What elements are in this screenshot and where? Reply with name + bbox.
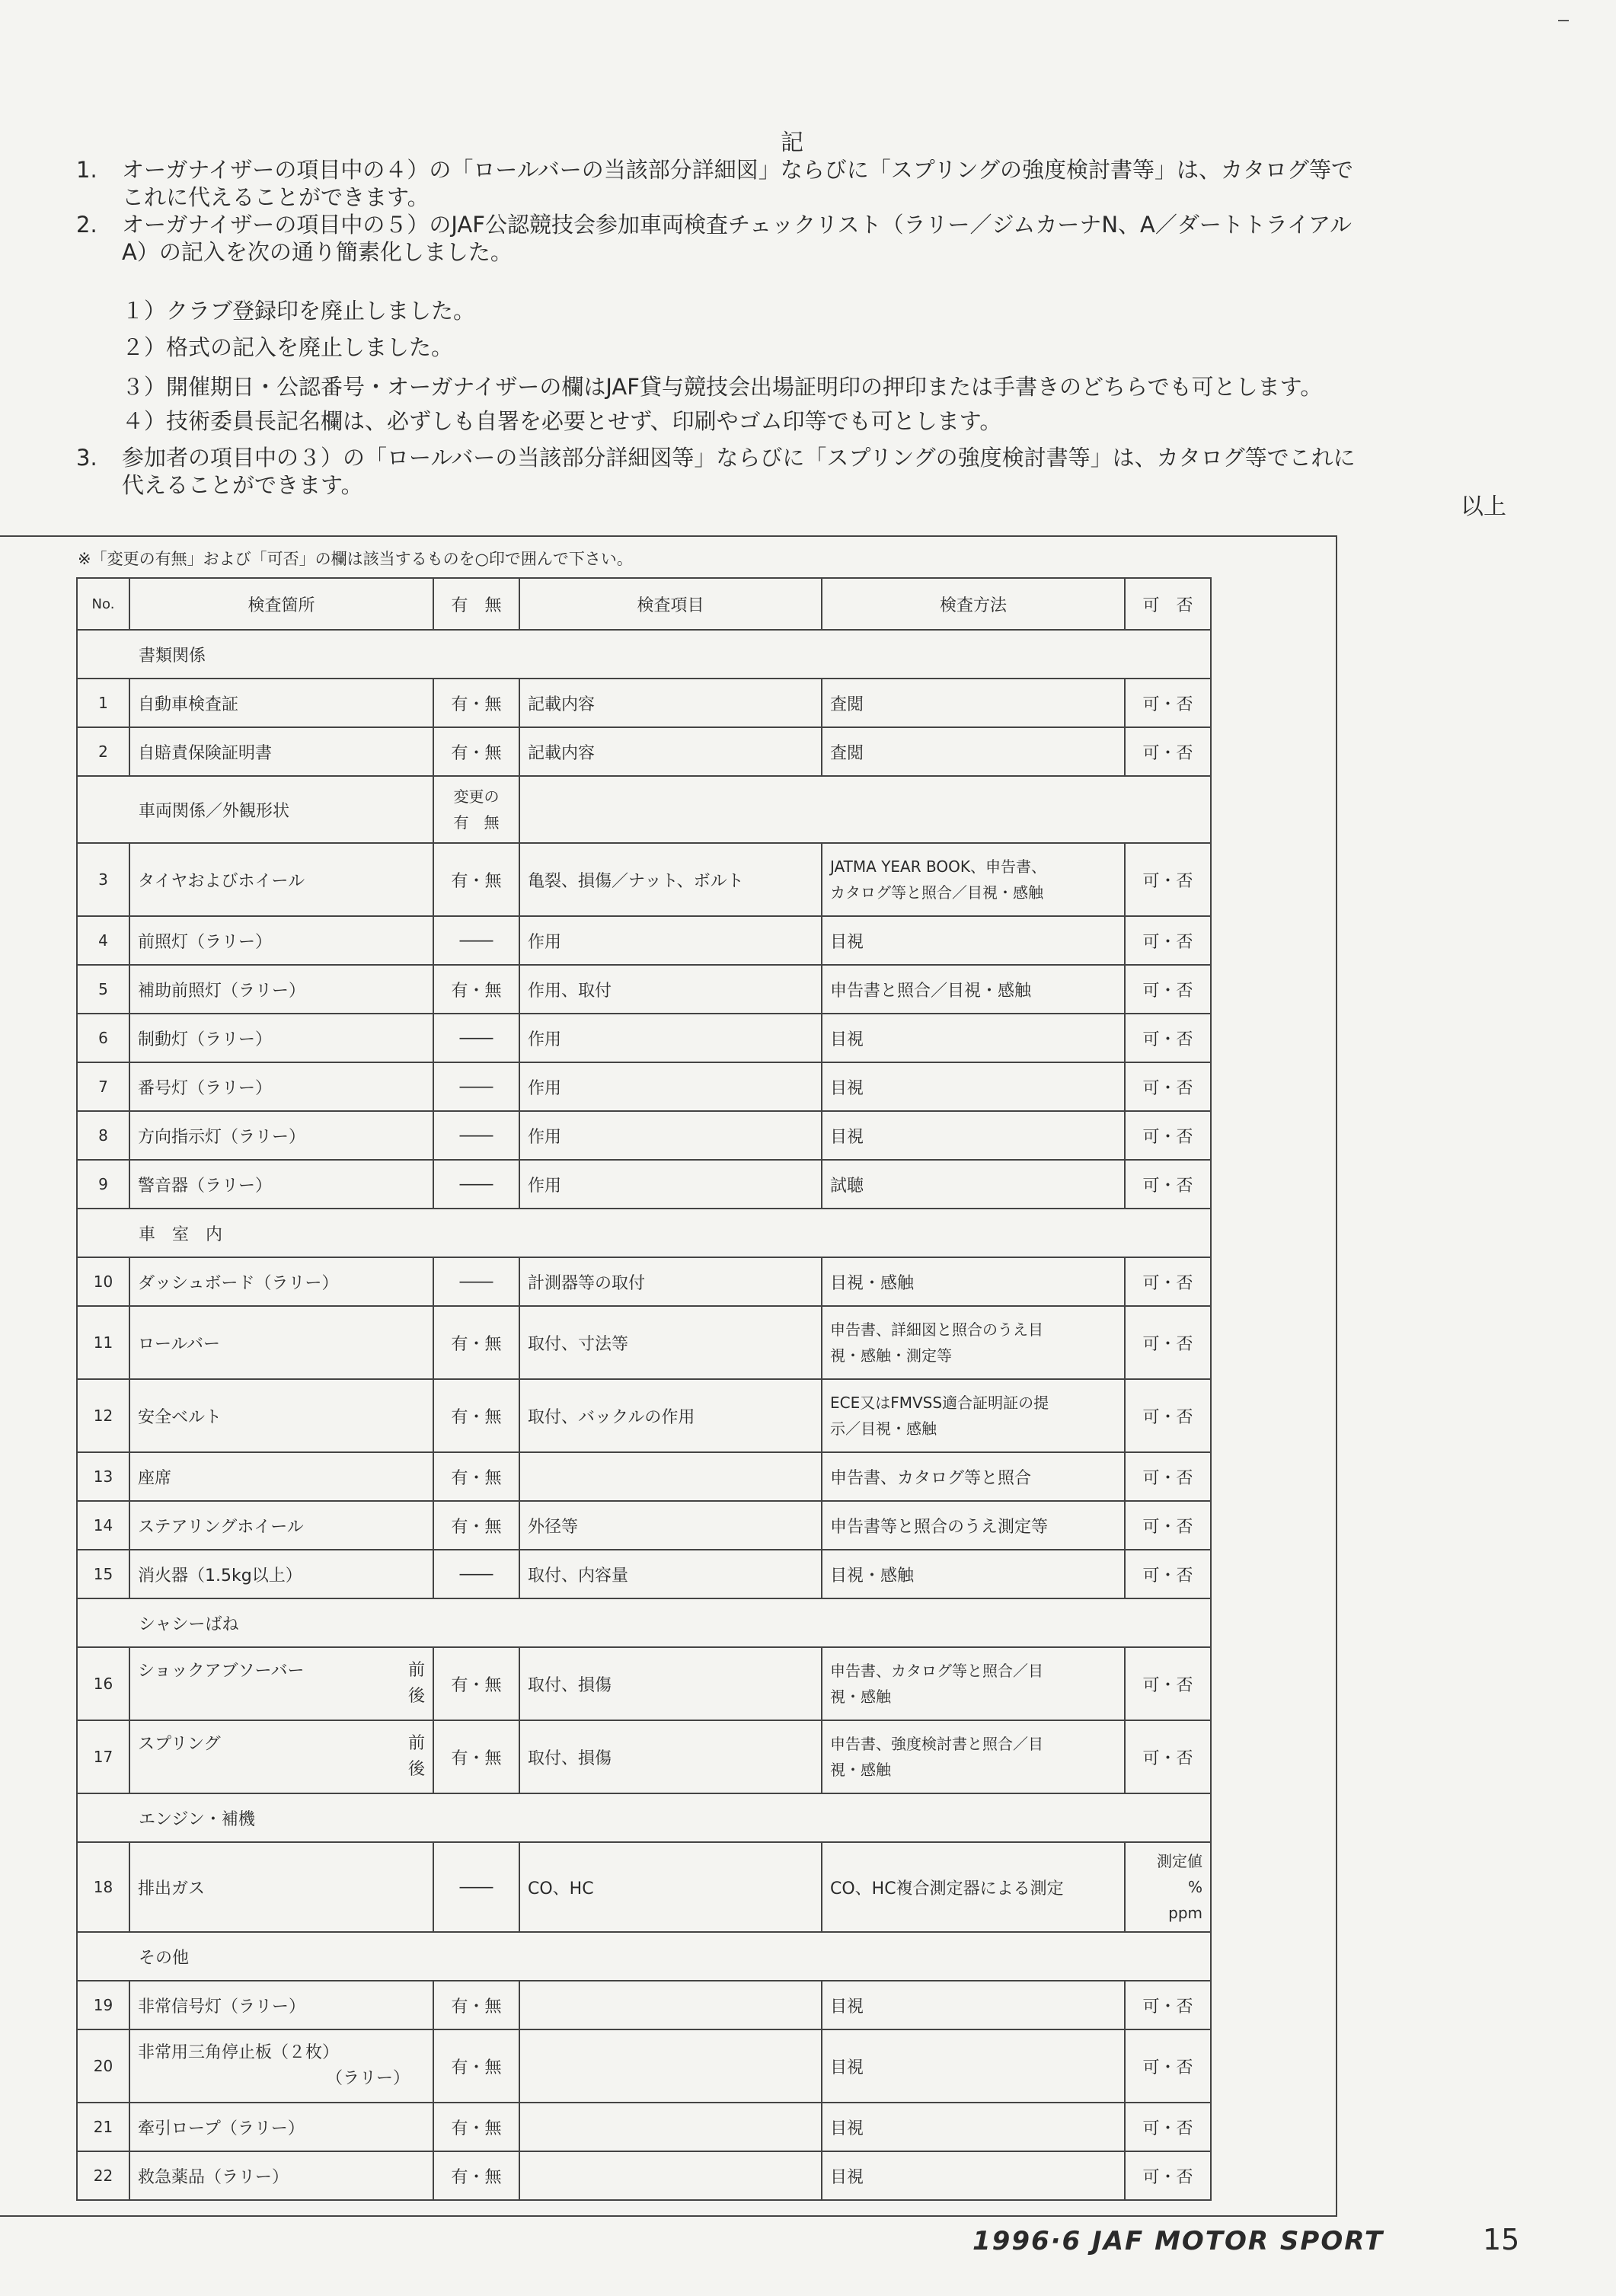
method-line: 申告書、詳細図と照合のうえ目 bbox=[830, 1320, 1043, 1339]
row-place: 排出ガス bbox=[129, 1842, 433, 1932]
table-row bbox=[77, 1550, 1211, 1598]
note-item bbox=[76, 444, 1356, 499]
row-place: 消火器（1.5kg以上） bbox=[129, 1550, 433, 1598]
note-line bbox=[76, 184, 1353, 211]
row-no: 18 bbox=[77, 1842, 129, 1932]
row-no: 10 bbox=[77, 1257, 129, 1306]
row-place: スプリング bbox=[138, 1735, 221, 1754]
row-ka: 可・否 bbox=[1125, 843, 1211, 916]
row-method: 目視 bbox=[822, 1981, 1125, 2029]
section-row bbox=[77, 1209, 1211, 1257]
row-item bbox=[519, 2151, 822, 2200]
section-vehicle-blank bbox=[519, 776, 1211, 843]
method-line: ECE又はFMVSS適合証明証の提 bbox=[830, 1394, 1049, 1412]
section-docs: 書類関係 bbox=[77, 630, 1211, 679]
row-ka: 可・否 bbox=[1125, 1257, 1211, 1306]
row-ka: 可・否 bbox=[1125, 727, 1211, 776]
row-umu: 有・無 bbox=[433, 2151, 519, 2200]
note-text: オーガナイザーの項目中の５）のJAF公認競技会参加車両検査チェックリスト（ラリー／ジムカーナN、A／ダートトライアル bbox=[122, 212, 1352, 238]
row-ka: 可・否 bbox=[1125, 1981, 1211, 2029]
row-no: 21 bbox=[77, 2103, 129, 2151]
row-ka: 可・否 bbox=[1125, 2103, 1211, 2151]
row-method: 目視 bbox=[822, 2103, 1125, 2151]
row-umu: ―― bbox=[433, 916, 519, 965]
section-row bbox=[77, 630, 1211, 679]
row-place-cell bbox=[129, 1720, 433, 1793]
note-line bbox=[122, 373, 1322, 401]
table-row bbox=[77, 2151, 1211, 2200]
note-item bbox=[122, 373, 1322, 401]
note-line bbox=[76, 444, 1356, 471]
scan-mark bbox=[1558, 20, 1569, 21]
row-method: 目視 bbox=[822, 1062, 1125, 1111]
col-method: 検査方法 bbox=[822, 578, 1125, 630]
row-no: 2 bbox=[77, 727, 129, 776]
header-row bbox=[77, 578, 1211, 630]
row-no: 6 bbox=[77, 1014, 129, 1062]
row-place-cell bbox=[129, 2029, 433, 2103]
col-place: 検査箇所 bbox=[129, 578, 433, 630]
row-no: 1 bbox=[77, 679, 129, 727]
row-place: 自動車検査証 bbox=[129, 679, 433, 727]
row-item: 作用 bbox=[519, 916, 822, 965]
method-line: JATMA YEAR BOOK、申告書、 bbox=[830, 857, 1046, 876]
row-place: 牽引ロープ（ラリー） bbox=[129, 2103, 433, 2151]
row-place: 救急薬品（ラリー） bbox=[129, 2151, 433, 2200]
table-row bbox=[77, 1647, 1211, 1720]
row-method: 申告書、カタログ等と照合 bbox=[822, 1452, 1125, 1501]
note-text: A）の記入を次の通り簡素化しました。 bbox=[122, 239, 513, 265]
table-row bbox=[77, 1014, 1211, 1062]
section-row bbox=[77, 1793, 1211, 1842]
row-item bbox=[519, 1452, 822, 1501]
row-place-sub: （ラリー） bbox=[325, 2069, 410, 2088]
method-line: 申告書、カタログ等と照合／目 bbox=[830, 1662, 1043, 1680]
row-no: 14 bbox=[77, 1501, 129, 1550]
col-no: No. bbox=[77, 578, 129, 630]
row-no: 19 bbox=[77, 1981, 129, 2029]
row-item: 取付、損傷 bbox=[519, 1720, 822, 1793]
row-umu: ―― bbox=[433, 1842, 519, 1932]
note-number: 1. bbox=[76, 157, 97, 183]
row-item: 計測器等の取付 bbox=[519, 1257, 822, 1306]
row-method: 目視 bbox=[822, 1111, 1125, 1160]
rear-label: 後 bbox=[407, 1760, 425, 1779]
row-no: 5 bbox=[77, 965, 129, 1014]
row-no: 11 bbox=[77, 1306, 129, 1379]
section-chassis: シャシーばね bbox=[77, 1598, 1211, 1647]
row-method: 目視 bbox=[822, 1014, 1125, 1062]
table-note: ※「変更の有無」および「可否」の欄は該当するものを○印で囲んで下さい。 bbox=[78, 550, 633, 568]
percent-unit: % bbox=[1187, 1878, 1202, 1896]
row-no: 22 bbox=[77, 2151, 129, 2200]
front-rear bbox=[408, 1731, 425, 1783]
ki-heading: 記 bbox=[781, 129, 803, 156]
table-row bbox=[77, 843, 1211, 916]
row-method: 目視 bbox=[822, 2151, 1125, 2200]
row-item: 取付、内容量 bbox=[519, 1550, 822, 1598]
measure-label: 測定値 bbox=[1157, 1852, 1202, 1870]
row-item bbox=[519, 1981, 822, 2029]
row-place: 自賠責保険証明書 bbox=[129, 727, 433, 776]
row-item bbox=[519, 2103, 822, 2151]
row-place: 警音器（ラリー） bbox=[129, 1160, 433, 1209]
row-no: 3 bbox=[77, 843, 129, 916]
row-ka: 可・否 bbox=[1125, 1550, 1211, 1598]
row-place: 非常用三角停止板（２枚） bbox=[138, 2043, 340, 2062]
row-no: 20 bbox=[77, 2029, 129, 2103]
method-line: 視・感触・測定等 bbox=[830, 1346, 952, 1365]
row-umu: 有・無 bbox=[433, 2029, 519, 2103]
note-text: オーガナイザーの項目中の４）の「ロールバーの当該部分詳細図」ならびに「スプリングの強度検討書等」は、カタログ等で bbox=[122, 157, 1354, 183]
front-label: 前 bbox=[407, 1734, 425, 1753]
row-ka: 可・否 bbox=[1125, 2151, 1211, 2200]
row-umu: 有・無 bbox=[433, 843, 519, 916]
row-umu: ―― bbox=[433, 1160, 519, 1209]
row-method: 目視 bbox=[822, 2029, 1125, 2103]
table-row bbox=[77, 1720, 1211, 1793]
row-ka: 可・否 bbox=[1125, 679, 1211, 727]
row-method: 査閲 bbox=[822, 679, 1125, 727]
row-place: ショックアブソーバー bbox=[138, 1662, 305, 1681]
table-row bbox=[77, 1501, 1211, 1550]
note-line bbox=[76, 211, 1352, 238]
section-other: その他 bbox=[77, 1932, 1211, 1981]
note-number: 3. bbox=[76, 445, 97, 471]
row-item: 記載内容 bbox=[519, 727, 822, 776]
row-umu: ―― bbox=[433, 1257, 519, 1306]
table-row bbox=[77, 1981, 1211, 2029]
row-umu: 有・無 bbox=[433, 1720, 519, 1793]
row-umu: 有・無 bbox=[433, 965, 519, 1014]
row-item: 外径等 bbox=[519, 1501, 822, 1550]
row-ka: 可・否 bbox=[1125, 1062, 1211, 1111]
table-row bbox=[77, 1379, 1211, 1452]
note-text: 参加者の項目中の３）の「ロールバーの当該部分詳細図等」ならびに「スプリングの強度検討書等」は、カタログ等でこれに bbox=[122, 445, 1356, 471]
section-vehicle-umu bbox=[433, 776, 519, 843]
row-method bbox=[822, 843, 1125, 916]
row-no: 12 bbox=[77, 1379, 129, 1452]
front-rear bbox=[408, 1658, 425, 1710]
row-no: 17 bbox=[77, 1720, 129, 1793]
col-item: 検査項目 bbox=[519, 578, 822, 630]
row-item: 亀裂、損傷／ナット、ボルト bbox=[519, 843, 822, 916]
row-no: 15 bbox=[77, 1550, 129, 1598]
method-line: 視・感触 bbox=[830, 1688, 891, 1706]
row-item: 作用 bbox=[519, 1111, 822, 1160]
note-line bbox=[76, 238, 1352, 266]
table-row bbox=[77, 1160, 1211, 1209]
section-row bbox=[77, 776, 1211, 843]
table-row bbox=[77, 679, 1211, 727]
row-method: 申告書と照合／目視・感触 bbox=[822, 965, 1125, 1014]
method-line: 示／目視・感触 bbox=[830, 1419, 937, 1438]
row-place: ダッシュボード（ラリー） bbox=[129, 1257, 433, 1306]
table-row bbox=[77, 727, 1211, 776]
note-line bbox=[76, 156, 1353, 184]
section-row bbox=[77, 1932, 1211, 1981]
table-row bbox=[77, 1306, 1211, 1379]
row-method: 査閲 bbox=[822, 727, 1125, 776]
row-umu: 有・無 bbox=[433, 1501, 519, 1550]
row-ka: 可・否 bbox=[1125, 1720, 1211, 1793]
table-row bbox=[77, 1111, 1211, 1160]
row-method bbox=[822, 1306, 1125, 1379]
table-row bbox=[77, 2029, 1211, 2103]
section-vehicle: 車両関係／外観形状 bbox=[77, 776, 433, 843]
row-umu: 有・無 bbox=[433, 1452, 519, 1501]
note-item bbox=[122, 407, 1001, 435]
row-method bbox=[822, 1379, 1125, 1452]
table-row bbox=[77, 916, 1211, 965]
note-text: 代えることができます。 bbox=[122, 472, 363, 498]
row-ka: 可・否 bbox=[1125, 1379, 1211, 1452]
row-umu: 有・無 bbox=[433, 1306, 519, 1379]
note-text: これに代えることができます。 bbox=[122, 184, 430, 210]
inspection-table bbox=[76, 577, 1212, 2201]
note-line bbox=[122, 334, 453, 361]
row-method: 目視・感触 bbox=[822, 1550, 1125, 1598]
ppm-unit: ppm bbox=[1168, 1904, 1202, 1922]
note-item bbox=[122, 297, 475, 324]
row-method: 目視 bbox=[822, 916, 1125, 965]
row-item: 取付、バックルの作用 bbox=[519, 1379, 822, 1452]
row-no: 9 bbox=[77, 1160, 129, 1209]
row-place: ロールバー bbox=[129, 1306, 433, 1379]
row-place: 制動灯（ラリー） bbox=[129, 1014, 433, 1062]
row-item bbox=[519, 2029, 822, 2103]
note-text: １）クラブ登録印を廃止しました。 bbox=[122, 298, 476, 324]
row-umu: 有・無 bbox=[433, 679, 519, 727]
row-item: 作用 bbox=[519, 1062, 822, 1111]
ijo-closing: 以上 bbox=[1461, 493, 1506, 520]
row-ka: 可・否 bbox=[1125, 1111, 1211, 1160]
section-engine: エンジン・補機 bbox=[77, 1793, 1211, 1842]
row-place: 前照灯（ラリー） bbox=[129, 916, 433, 965]
row-item: 作用 bbox=[519, 1014, 822, 1062]
row-umu: ―― bbox=[433, 1111, 519, 1160]
row-ka: 可・否 bbox=[1125, 2029, 1211, 2103]
row-place: ステアリングホイール bbox=[129, 1501, 433, 1550]
method-line: 申告書、強度検討書と照合／目 bbox=[830, 1735, 1043, 1753]
note-item bbox=[76, 156, 1353, 211]
row-item: 作用、取付 bbox=[519, 965, 822, 1014]
row-place: タイヤおよびホイール bbox=[129, 843, 433, 916]
row-item: 記載内容 bbox=[519, 679, 822, 727]
row-method: 目視・感触 bbox=[822, 1257, 1125, 1306]
section-row bbox=[77, 1598, 1211, 1647]
row-ka-measure bbox=[1125, 1842, 1211, 1932]
note-item bbox=[122, 334, 453, 361]
note-line bbox=[122, 297, 475, 324]
table-row bbox=[77, 1842, 1211, 1932]
note-text: ４）技術委員長記名欄は、必ずしも自署を必要とせず、印刷やゴム印等でも可とします。 bbox=[122, 408, 1002, 434]
row-ka: 可・否 bbox=[1125, 916, 1211, 965]
rear-label: 後 bbox=[407, 1687, 425, 1706]
front-label: 前 bbox=[407, 1661, 425, 1680]
row-ka: 可・否 bbox=[1125, 1647, 1211, 1720]
umu-line: 有 無 bbox=[453, 813, 500, 832]
row-ka: 可・否 bbox=[1125, 965, 1211, 1014]
row-place: 番号灯（ラリー） bbox=[129, 1062, 433, 1111]
table-row bbox=[77, 1452, 1211, 1501]
section-cabin: 車 室 内 bbox=[77, 1209, 1211, 1257]
row-no: 8 bbox=[77, 1111, 129, 1160]
note-text: ２）格式の記入を廃止しました。 bbox=[122, 334, 454, 360]
row-method: CO、HC複合測定器による測定 bbox=[822, 1842, 1125, 1932]
row-place-cell bbox=[129, 1647, 433, 1720]
magazine-footer: 1996·6 JAF MOTOR SPORT bbox=[972, 2226, 1384, 2256]
row-ka: 可・否 bbox=[1125, 1306, 1211, 1379]
row-umu: 有・無 bbox=[433, 1647, 519, 1720]
row-place: 座席 bbox=[129, 1452, 433, 1501]
row-no: 4 bbox=[77, 916, 129, 965]
note-item bbox=[76, 211, 1352, 266]
row-ka: 可・否 bbox=[1125, 1452, 1211, 1501]
row-ka: 可・否 bbox=[1125, 1160, 1211, 1209]
row-method: 試聴 bbox=[822, 1160, 1125, 1209]
row-method bbox=[822, 1720, 1125, 1793]
row-umu: ―― bbox=[433, 1014, 519, 1062]
row-item: 取付、損傷 bbox=[519, 1647, 822, 1720]
row-no: 16 bbox=[77, 1647, 129, 1720]
row-no: 13 bbox=[77, 1452, 129, 1501]
row-method bbox=[822, 1647, 1125, 1720]
row-place: 安全ベルト bbox=[129, 1379, 433, 1452]
page-number: 15 bbox=[1483, 2223, 1520, 2256]
note-line bbox=[76, 471, 1356, 499]
row-ka: 可・否 bbox=[1125, 1501, 1211, 1550]
row-item: 取付、寸法等 bbox=[519, 1306, 822, 1379]
col-umu: 有 無 bbox=[433, 578, 519, 630]
row-umu: 有・無 bbox=[433, 1379, 519, 1452]
umu-line: 変更の bbox=[453, 787, 500, 806]
row-place: 方向指示灯（ラリー） bbox=[129, 1111, 433, 1160]
note-line bbox=[122, 407, 1001, 435]
method-line: カタログ等と照合／目視・感触 bbox=[830, 883, 1043, 902]
method-line: 視・感触 bbox=[830, 1761, 891, 1779]
row-place: 非常信号灯（ラリー） bbox=[129, 1981, 433, 2029]
table-row bbox=[77, 965, 1211, 1014]
row-ka: 可・否 bbox=[1125, 1014, 1211, 1062]
row-method: 申告書等と照合のうえ測定等 bbox=[822, 1501, 1125, 1550]
row-umu: ―― bbox=[433, 1550, 519, 1598]
row-place: 補助前照灯（ラリー） bbox=[129, 965, 433, 1014]
note-text: ３）開催期日・公認番号・オーガナイザーの欄はJAF貸与競技会出場証明印の押印または手書きのどちらでも可とします。 bbox=[122, 374, 1323, 400]
row-umu: 有・無 bbox=[433, 2103, 519, 2151]
row-no: 7 bbox=[77, 1062, 129, 1111]
table-row bbox=[77, 1257, 1211, 1306]
row-item: CO、HC bbox=[519, 1842, 822, 1932]
row-item: 作用 bbox=[519, 1160, 822, 1209]
table-row bbox=[77, 2103, 1211, 2151]
row-umu: 有・無 bbox=[433, 727, 519, 776]
row-umu: 有・無 bbox=[433, 1981, 519, 2029]
note-number: 2. bbox=[76, 212, 97, 238]
row-umu: ―― bbox=[433, 1062, 519, 1111]
table-row bbox=[77, 1062, 1211, 1111]
col-ka: 可 否 bbox=[1125, 578, 1211, 630]
